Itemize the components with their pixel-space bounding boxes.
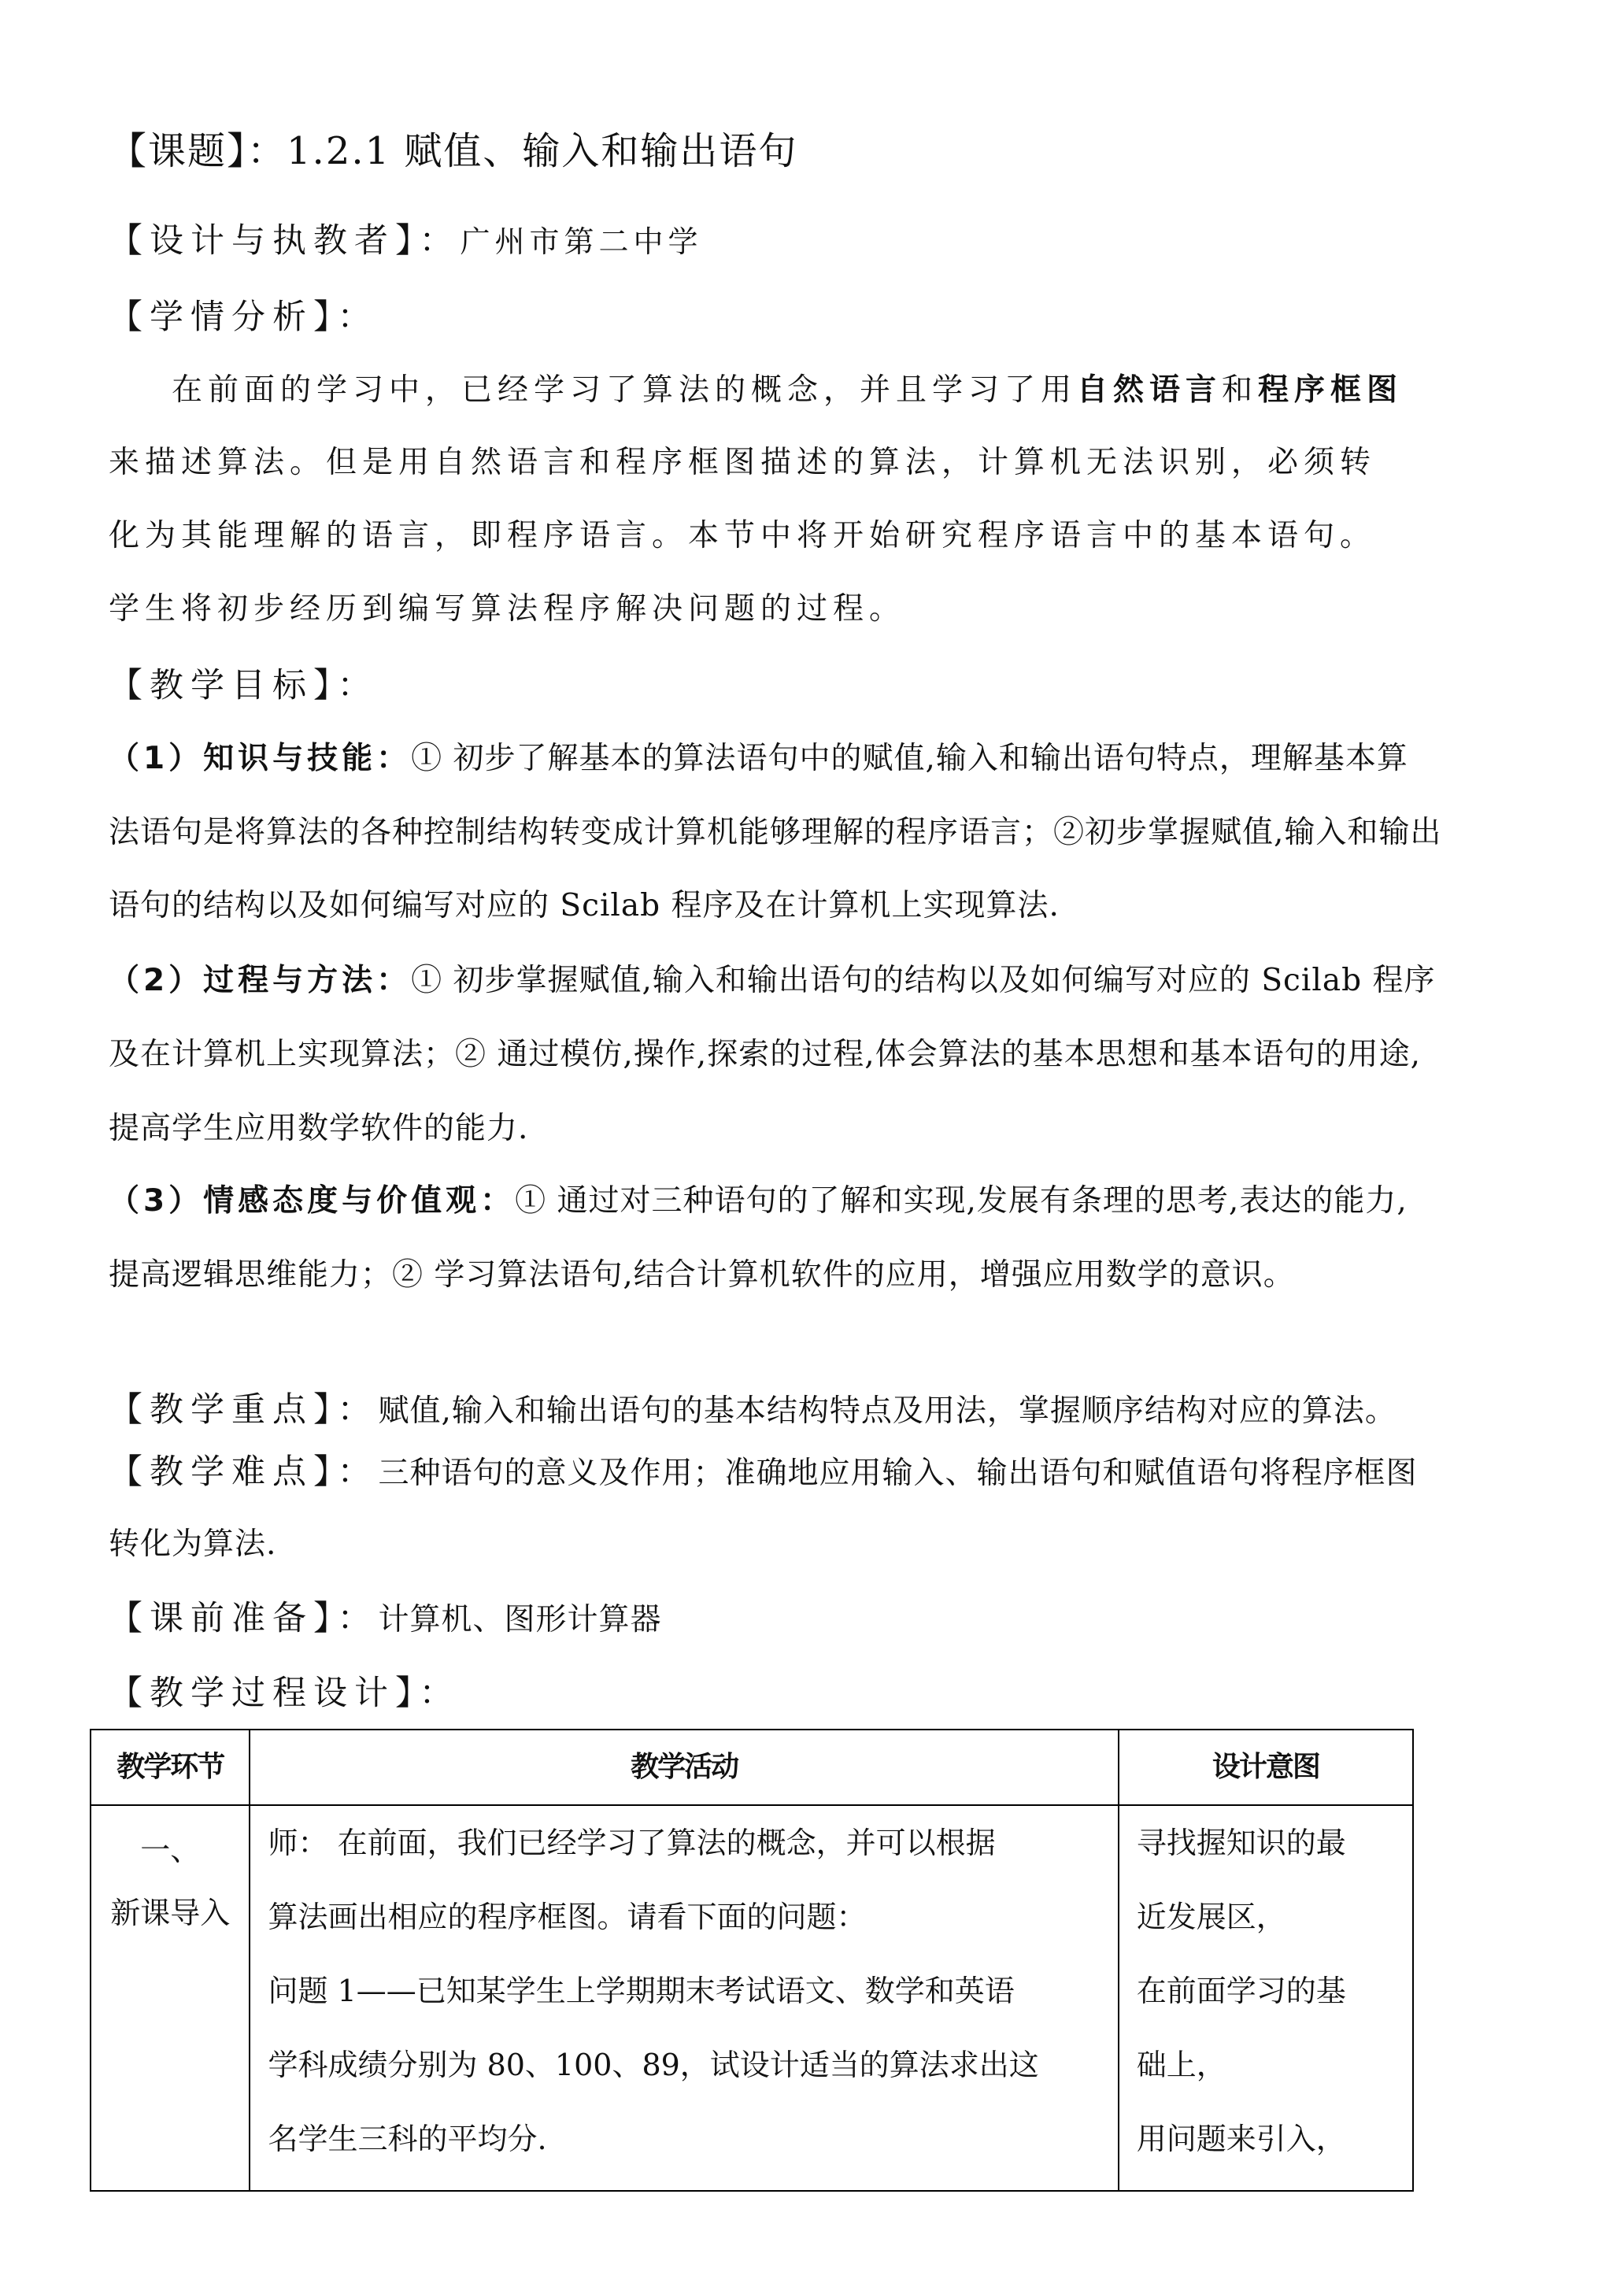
title-text: 1.2.1 赋值、输入和输出语句 bbox=[287, 129, 798, 173]
key-points-label: 【教学重点】： bbox=[109, 1390, 379, 1430]
lesson-title bbox=[109, 131, 1526, 172]
goals-heading: 【教学目标】： bbox=[109, 666, 379, 705]
header-activity: 教学活动 bbox=[250, 1730, 1118, 1805]
activity-line: 算法画出相应的程序框图。请看下面的问题： bbox=[268, 1900, 867, 1934]
teaching-process-table bbox=[90, 1729, 1414, 2192]
goal-1-line-3: 语句的结构以及如何编写对应的 Scilab 程序及在计算机上实现算法. bbox=[109, 888, 1060, 923]
goal-1-label: （1）知识与技能： bbox=[109, 741, 412, 776]
intent-line: 在前面学习的基 bbox=[1136, 1974, 1346, 2008]
difficulties-text: 三种语句的意义及作用；准确地应用输入、输出语句和赋值语句将程序框图 bbox=[378, 1456, 1418, 1491]
goal-2-line-1 bbox=[109, 960, 1526, 1001]
stage-name: 新课导入 bbox=[110, 1896, 231, 1930]
stage-number: 一、 bbox=[140, 1833, 201, 1867]
designer-label: 【设计与执教者】： bbox=[109, 221, 461, 261]
analysis-heading: 【学情分析】： bbox=[109, 298, 379, 337]
preparation-line bbox=[109, 1598, 1526, 1641]
preparation-value: 计算机、图形计算器 bbox=[378, 1602, 662, 1637]
analysis-line-3: 化为其能理解的语言，即程序语言。本节中将开始研究程序语言中的基本语句。 bbox=[109, 518, 1377, 553]
analysis-line-4: 学生将初步经历到编写算法程序解决问题的过程。 bbox=[109, 591, 906, 627]
process-heading: 【教学过程设计】： bbox=[109, 1674, 461, 1713]
goal-2-label: （2）过程与方法： bbox=[109, 963, 412, 998]
activity-line: 问题 1——已知某学生上学期期末考试语文、数学和英语 bbox=[268, 1974, 1015, 2008]
designer-value: 广州市第二中学 bbox=[460, 224, 703, 259]
preparation-label: 【课前准备】： bbox=[109, 1599, 379, 1638]
activity-cell bbox=[250, 1805, 1118, 2191]
analysis-line-2: 来描述算法。但是用自然语言和程序框图描述的算法，计算机无法识别，必须转 bbox=[109, 445, 1377, 480]
key-points-line bbox=[109, 1389, 1526, 1432]
goal-1-line-1 bbox=[109, 738, 1526, 779]
title-label: 【课题】： bbox=[109, 129, 287, 173]
stage-cell bbox=[91, 1805, 250, 2191]
key-points-value: 赋值,输入和输出语句的基本结构特点及用法，掌握顺序结构对应的算法。 bbox=[378, 1393, 1396, 1429]
flowchart-term: 程序框图 bbox=[1258, 372, 1404, 408]
difficulties-line-2: 转化为算法. bbox=[109, 1526, 277, 1562]
header-intent: 设计意图 bbox=[1119, 1730, 1413, 1805]
intent-line: 用问题来引入， bbox=[1136, 2122, 1346, 2156]
difficulties-label: 【教学难点】： bbox=[109, 1452, 379, 1492]
goal-3-label: （3）情感态度与价值观： bbox=[109, 1183, 516, 1219]
goal-2-text: ① 初步掌握赋值,输入和输出语句的结构以及如何编写对应的 Scilab 程序 bbox=[411, 963, 1436, 998]
goal-2-line-2: 及在计算机上实现算法；② 通过模仿,操作,探索的过程,体会算法的基本思想和基本语句的用途, bbox=[109, 1037, 1421, 1072]
natural-language-term: 自然语言 bbox=[1077, 372, 1223, 408]
header-stage: 教学环节 bbox=[91, 1730, 250, 1805]
intent-line: 寻找握知识的最 bbox=[1136, 1826, 1346, 1860]
goal-3-line-1 bbox=[109, 1181, 1526, 1222]
goal-1-text: ① 初步了解基本的算法语句中的赋值,输入和输出语句特点，理解基本算 bbox=[411, 741, 1408, 776]
analysis-conjunction: 和 bbox=[1222, 372, 1259, 408]
goal-1-line-2: 法语句是将算法的各种控制结构转变成计算机能够理解的程序语言；②初步掌握赋值,输入和输出 bbox=[109, 815, 1442, 850]
intent-line: 础上， bbox=[1136, 2048, 1226, 2082]
intent-cell bbox=[1119, 1805, 1413, 2191]
designer-line bbox=[109, 220, 1526, 262]
activity-line: 师： 在前面，我们已经学习了算法的概念，并可以根据 bbox=[268, 1826, 996, 1860]
table-header-row bbox=[91, 1730, 1413, 1805]
difficulties-line-1 bbox=[109, 1452, 1526, 1494]
table-row bbox=[91, 1805, 1413, 2191]
analysis-line-1 bbox=[172, 370, 1589, 411]
goal-2-line-3: 提高学生应用数学软件的能力. bbox=[109, 1111, 529, 1146]
activity-line: 学科成绩分别为 80、100、89，试设计适当的算法求出这 bbox=[268, 2048, 1039, 2082]
activity-line: 名学生三科的平均分. bbox=[268, 2122, 547, 2156]
analysis-text: 在前面的学习中，已经学习了算法的概念，并且学习了用 bbox=[172, 372, 1078, 408]
intent-line: 近发展区， bbox=[1136, 1900, 1286, 1934]
goal-3-text: ① 通过对三种语句的了解和实现,发展有条理的思考,表达的能力, bbox=[515, 1183, 1408, 1219]
goal-3-line-2: 提高逻辑思维能力；② 学习算法语句,结合计算机软件的应用，增强应用数学的意识。 bbox=[109, 1257, 1295, 1293]
